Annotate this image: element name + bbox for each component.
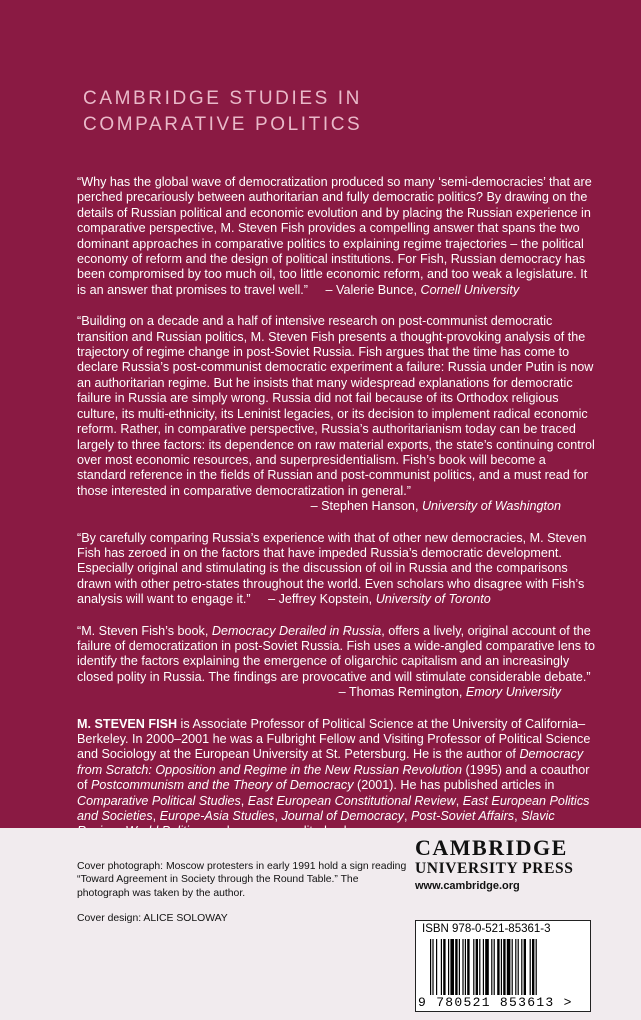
barcode-bar	[450, 939, 454, 995]
series-title-line-2: COMPARATIVE POLITICS	[83, 114, 363, 135]
bio-separator: ,	[455, 793, 463, 808]
series-title-line-1: CAMBRIDGE STUDIES IN	[83, 88, 362, 109]
bio-separator: ,	[240, 793, 248, 808]
bio-journal: Post-Soviet Affairs	[410, 809, 515, 824]
barcode-bar	[462, 939, 463, 995]
bio-journal: Slavic	[521, 809, 555, 824]
bio-journal: East European Politics and Societies	[77, 793, 590, 824]
publisher-logo	[415, 836, 595, 894]
photo-credit: Cover photograph: Moscow protesters in early 1991 hold a sign reading “Toward Agreement in Society through the Round Table.” The photograph was taken by the author.	[77, 861, 407, 899]
barcode-panel	[415, 920, 591, 1012]
endorsement-author: – Thomas Remington,	[338, 685, 463, 700]
endorsement-book-title: Democracy Derailed in Russia	[211, 623, 382, 638]
barcode-bar	[503, 939, 505, 995]
bio-separator: ,	[403, 809, 411, 824]
endorsement-author: – Valerie Bunce,	[325, 282, 417, 297]
barcode-bar	[465, 939, 466, 995]
cover-credits	[77, 860, 407, 926]
endorsements	[77, 175, 597, 856]
barcode-bar	[441, 939, 442, 995]
endorsement-kopstein	[77, 531, 597, 608]
bio-separator: ,	[514, 809, 522, 824]
endorsement-affiliation: Emory University	[465, 685, 561, 700]
bio-journal: Comparative Political Studies	[77, 793, 241, 808]
publisher-subtitle: UNIVERSITY PRESS	[415, 860, 574, 877]
barcode-bar	[432, 939, 433, 995]
bio-journal: Journal of Democracy	[281, 809, 404, 824]
endorsement-quote: “Building on a decade and a half of intensive research on post-communist democratic transition and Russian politics, M. Steven Fish presents a thought-provoking analysis of the trajectory of regime change in post-Soviet Russia. Fish argues that the time has come to declare Russia’s post-communist democratic experiment a failure: Russia under Putin is now an authoritarian regime. But he insists that many widespread explanations for democratic failure in Russia are simply wrong. Russia did not fail because of its Orthodox religious culture, its multi-ethnicity, its Leninist legacies, or its decision to implement radical economic reform. Rather, in comparative perspective, Russia’s authoritarianism today can be traced largely to three factors: its dependence on raw material exports, the state’s continuing control over most economic resources, and superpresidentialism. Fish’s book will become a standard reference in the fields of Russian and post-communist politics, and a must read for those interested in comparative democratization in general.”	[77, 314, 595, 498]
endorsement-hanson	[77, 314, 597, 514]
endorsement-quote-start: “M. Steven Fish’s book,	[77, 623, 209, 638]
design-credit: Cover design: ALICE SOLOWAY	[77, 913, 228, 925]
endorsement-affiliation: University of Washington	[421, 499, 561, 514]
back-cover-lower-band	[0, 828, 641, 1020]
publisher-url: www.cambridge.org	[415, 880, 520, 892]
barcode-bar	[483, 939, 484, 995]
author-name: M. STEVEN FISH	[77, 716, 178, 731]
barcode-bar	[507, 939, 511, 995]
bio-journal: Europe-Asia Studies	[159, 809, 275, 824]
barcode-bar	[455, 939, 457, 995]
endorsement-quote: “By carefully comparing Russia’s experience with that of other new democracies, M. Steven Fish has zeroed in on the factors that have impeded Russia’s democratic development. Especially original and stimulating is the discussion of oil in Russia and the comparisons drawn with other petro-states throughout the world. Even scholars who disagree with Fish’s analysis will want to engage it.”	[77, 530, 587, 607]
publisher-name: CAMBRIDGE	[415, 835, 568, 860]
ean-digits: 9 780521 853613 >	[418, 995, 573, 1010]
endorsement-remington	[77, 624, 597, 701]
barcode-bar	[448, 939, 449, 995]
endorsement-author: – Stephen Hanson,	[310, 499, 419, 514]
barcode-bar	[524, 939, 526, 995]
barcode-bar	[479, 939, 480, 995]
bio-book-title: Democracy from Scratch: Opposition and Regime in the New Russian Revolution	[77, 747, 584, 777]
endorsement-bunce	[77, 175, 597, 298]
barcode-bar	[518, 939, 519, 995]
isbn-label: ISBN 978-0-521-85361-3	[422, 923, 551, 935]
barcode-bar	[467, 939, 469, 995]
author-bio	[77, 717, 597, 840]
bio-separator: ,	[274, 809, 282, 824]
barcode-bar	[512, 939, 513, 995]
barcode-bar	[491, 939, 492, 995]
barcode-icon	[430, 939, 580, 995]
barcode-bar	[532, 939, 534, 995]
barcode-bar	[521, 939, 522, 995]
endorsement-attribution	[77, 685, 597, 700]
barcode-bar	[494, 939, 495, 995]
barcode-bar	[473, 939, 474, 995]
bio-book-title: Postcommunism and the Theory of Democracy	[91, 778, 354, 793]
barcode-bar	[485, 939, 489, 995]
barcode-bar	[430, 939, 431, 995]
barcode-bar	[459, 939, 460, 995]
barcode-bar	[536, 939, 537, 995]
barcode-bar	[476, 939, 478, 995]
barcode-bar	[497, 939, 499, 995]
bio-text: (2001). He has published articles in	[353, 778, 555, 793]
endorsement-quote: “Why has the global wave of democratization produced so many ‘semi-democracies’ that are perched precariously between authoritarian and fully democratic politics? By drawing on the details of Russian political and economic evolution and by placing the Russian experience in comparative perspective, M. Steven Fish provides a compelling answer that spans the two dominant approaches in comparative politics to explaining regime trajectories – the political economy of reform and the design of political institutions. For Fish, Russian democracy has been compromised by too much oil, too little economic reform, and too weak a legislature. It is an answer that promises to travel well.”	[77, 175, 592, 297]
barcode-bar	[530, 939, 531, 995]
barcode-bar	[443, 939, 445, 995]
bio-text: is Associate Professor of Political Science at the University of California–Berkeley. In 2000–2001 he was a Fulbright Fellow and Visiting Professor of Political Science and Sociology at the European University at St. Petersburg. He is the author of	[77, 716, 591, 762]
endorsement-affiliation: Cornell University	[420, 282, 520, 297]
endorsement-affiliation: University of Toronto	[375, 592, 491, 607]
endorsement-author: – Jeffrey Kopstein,	[268, 592, 373, 607]
series-title	[83, 86, 362, 138]
endorsement-quote-end: , offers a lively, original account of the failure of democratization in post-Soviet Russia. Fish uses a wide-angled comparative lens to identify the factors explaining the emergence of oligarchic capitalism and an increasingly closed polity in Russia. The findings are provocative and will stimulate considerable debate.”	[77, 623, 595, 684]
barcode-bar	[501, 939, 502, 995]
barcode-bar	[515, 939, 516, 995]
bio-journal: East European Constitutional Review	[247, 793, 456, 808]
endorsement-attribution	[77, 499, 597, 514]
barcode-bar	[436, 939, 437, 995]
bio-text: (1995) and a coauthor of	[77, 762, 590, 793]
bio-separator: ,	[152, 809, 160, 824]
